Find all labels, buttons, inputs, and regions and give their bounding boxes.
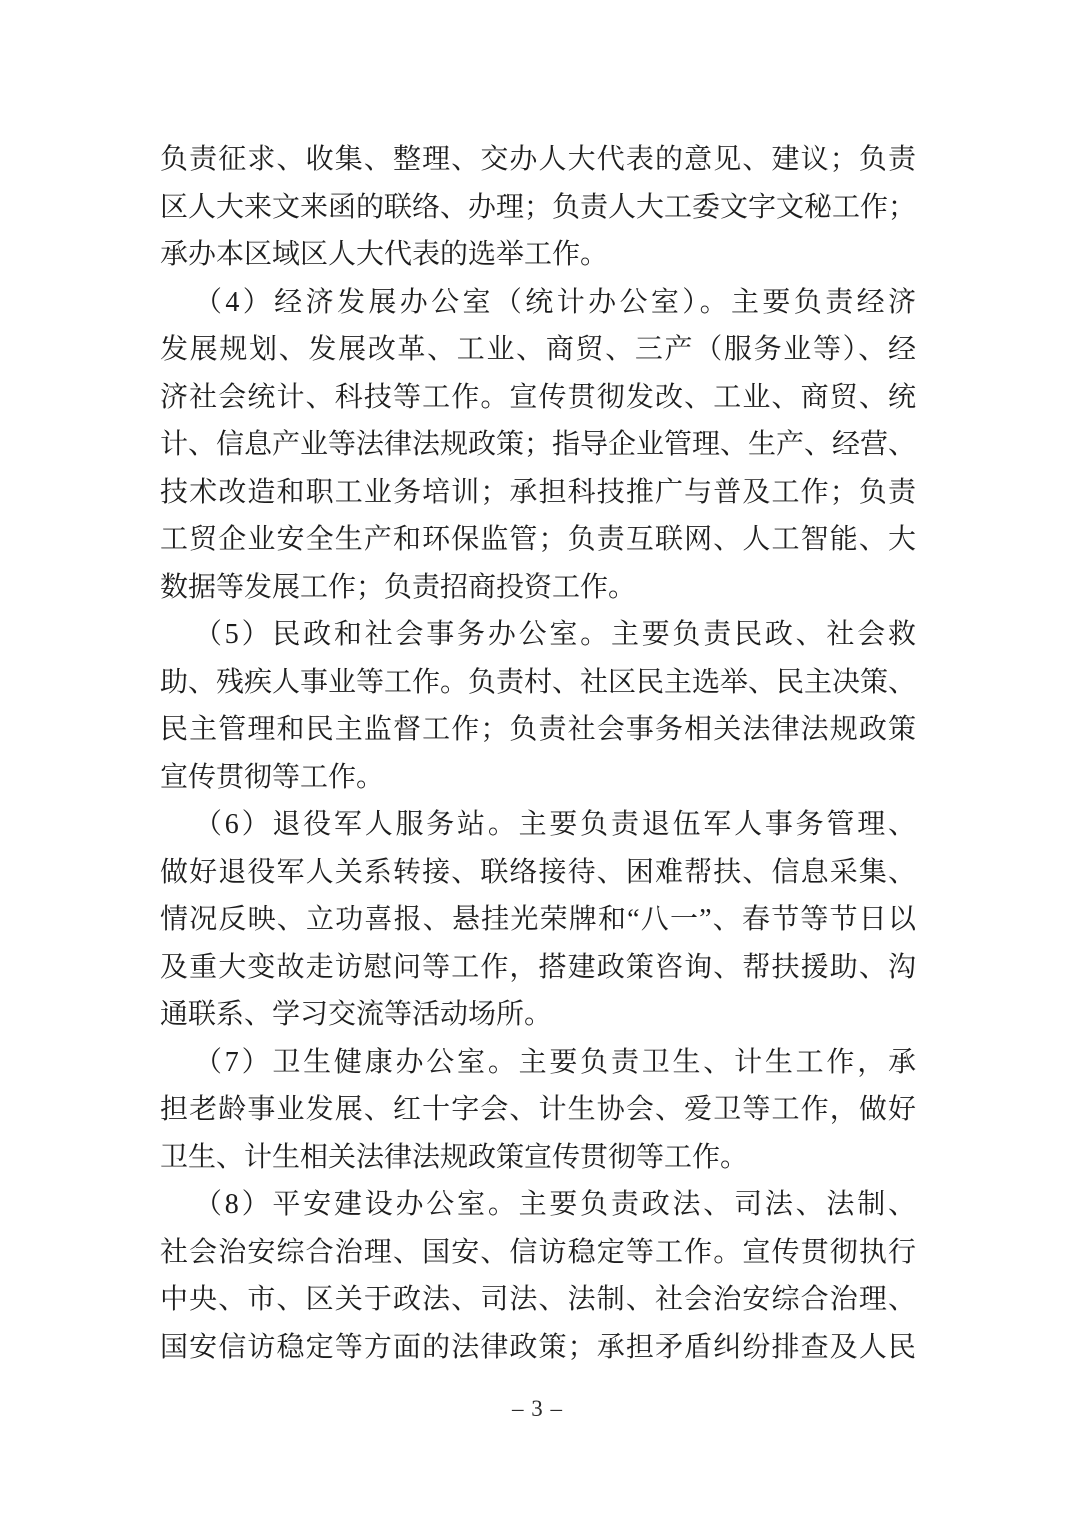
paragraph xyxy=(160,1039,916,1182)
text-line: 及重大变故走访慰问等工作，搭建政策咨询、帮扶援助、沟 xyxy=(160,951,916,983)
text-line: 卫生、计生相关法律法规政策宣传贯彻等工作。 xyxy=(160,1141,749,1173)
text-line: 负责征求、收集、整理、交办人大代表的意见、建议；负责 xyxy=(160,144,916,175)
text-line: （6）退役军人服务站。主要负责退伍军人事务管理、 xyxy=(194,809,916,840)
text-line: 中央、市、区关于政法、司法、法制、社会治安综合治理、 xyxy=(160,1284,916,1315)
text-line: 计、信息产业等法律法规政策；指导企业管理、生产、经营、 xyxy=(160,429,916,460)
paragraph xyxy=(160,1181,916,1371)
page-footer xyxy=(0,1392,1075,1426)
text-line: 助、残疾人事业等工作。负责村、社区民主选举、民主决策、 xyxy=(160,666,916,698)
text-line: 数据等发展工作；负责招商投资工作。 xyxy=(160,571,637,603)
text-line: 担老龄事业发展、红十字会、计生协会、爱卫等工作，做好 xyxy=(160,1094,916,1125)
paragraph xyxy=(160,611,916,801)
text-line: （5）民政和社会事务办公室。主要负责民政、社会救 xyxy=(194,619,916,650)
document-body xyxy=(160,136,916,1371)
text-line: 宣传贯彻等工作。 xyxy=(160,761,385,793)
text-line: （7）卫生健康办公室。主要负责卫生、计生工作，承 xyxy=(194,1046,916,1078)
text-line: 民主管理和民主监督工作；负责社会事务相关法律法规政策 xyxy=(160,714,916,745)
text-line: （8）平安建设办公室。主要负责政法、司法、法制、 xyxy=(194,1189,916,1220)
text-line: 技术改造和职工业务培训；承担科技推广与普及工作；负责 xyxy=(160,476,916,508)
paragraph xyxy=(160,136,916,279)
text-line: 国安信访稳定等方面的法律政策；承担矛盾纠纷排查及人民 xyxy=(160,1331,916,1363)
text-line: （4）经济发展办公室（统计办公室）。主要负责经济 xyxy=(194,286,916,318)
text-line: 区人大来文来函的联络、办理；负责人大工委文字文秘工作； xyxy=(160,191,916,223)
paragraph xyxy=(160,279,916,612)
paragraph xyxy=(160,801,916,1039)
text-line: 做好退役军人关系转接、联络接待、困难帮扶、信息采集、 xyxy=(160,856,916,888)
text-line: 发展规划、发展改革、工业、商贸、三产（服务业等）、经 xyxy=(160,334,916,365)
text-line: 社会治安综合治理、国安、信访稳定等工作。宣传贯彻执行 xyxy=(160,1236,916,1268)
text-line: 工贸企业安全生产和环保监管；负责互联网、人工智能、大 xyxy=(160,524,916,555)
text-line: 济社会统计、科技等工作。宣传贯彻发改、工业、商贸、统 xyxy=(160,381,916,413)
text-line: 情况反映、立功喜报、悬挂光荣牌和“八一”、春节等节日以 xyxy=(160,904,916,935)
text-line: 承办本区域区人大代表的选举工作。 xyxy=(160,239,609,270)
text-line: 通联系、学习交流等活动场所。 xyxy=(160,999,553,1030)
page-number: – 3 – xyxy=(512,1396,563,1421)
